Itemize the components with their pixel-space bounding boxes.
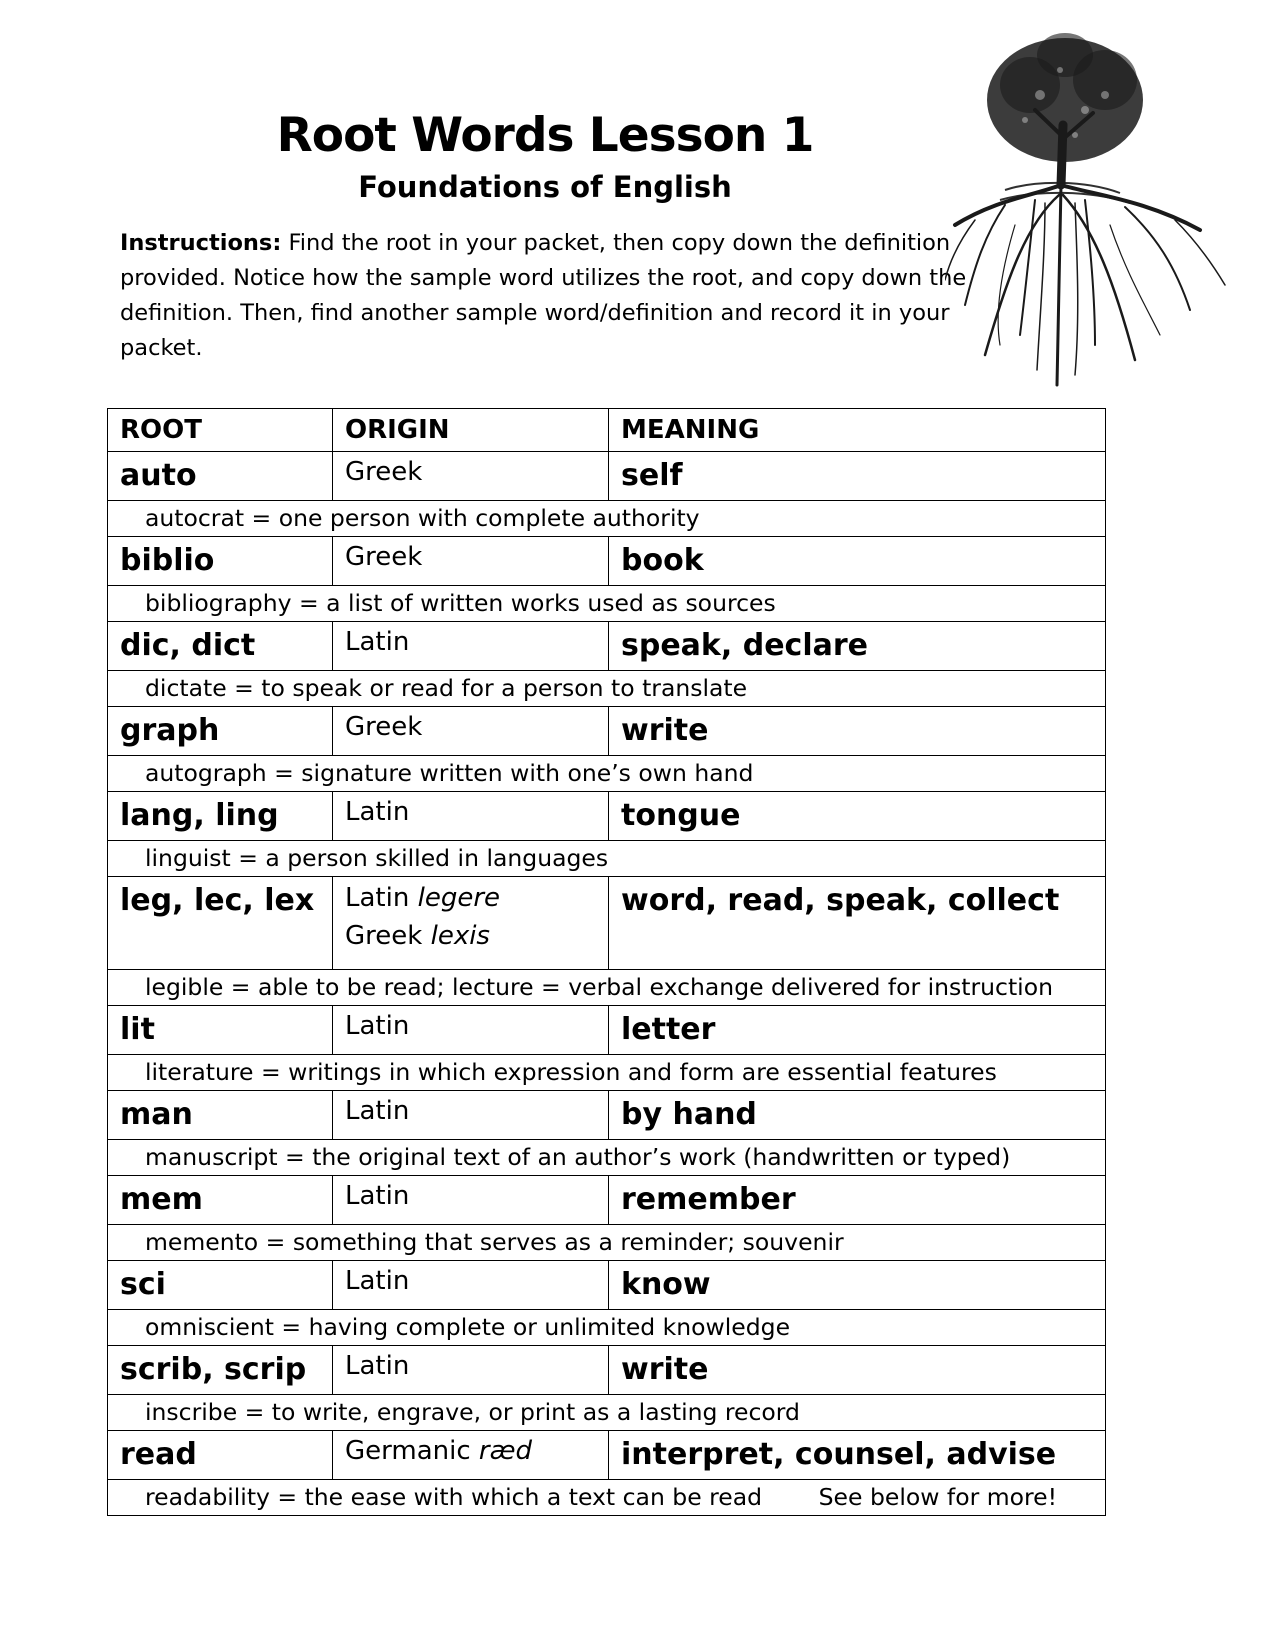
- origin-language: Latin: [345, 1096, 410, 1126]
- example-row: [108, 586, 1106, 622]
- origin-language: Latin: [345, 1266, 410, 1296]
- meaning-cell: word, read, speak, collect: [609, 877, 1106, 970]
- example-row: [108, 1225, 1106, 1261]
- root-cell: scrib, scrip: [108, 1346, 333, 1395]
- example-definition: dictate = to speak or read for a person to translate: [145, 674, 748, 702]
- example-row: [108, 501, 1106, 537]
- example-row: [108, 756, 1106, 792]
- origin-cell: [333, 622, 609, 671]
- origin-language: Latin: [345, 1181, 410, 1211]
- example-cell: [108, 1140, 1106, 1176]
- root-cell: read: [108, 1431, 333, 1480]
- origin-language: Latin: [345, 883, 410, 913]
- meaning-cell: know: [609, 1261, 1106, 1310]
- origin-line: [345, 707, 608, 747]
- origin-line: [345, 622, 608, 662]
- origin-line: [345, 792, 608, 832]
- meaning-cell: letter: [609, 1006, 1106, 1055]
- origin-line: [345, 1431, 608, 1471]
- table-row: [108, 707, 1106, 756]
- example-cell: [108, 1055, 1106, 1091]
- example-definition: autocrat = one person with complete authority: [145, 504, 700, 532]
- meaning-cell: write: [609, 707, 1106, 756]
- origin-language: Latin: [345, 627, 410, 657]
- table-row: [108, 1261, 1106, 1310]
- meaning-cell: remember: [609, 1176, 1106, 1225]
- origin-language: Greek: [345, 712, 423, 742]
- origin-line: [345, 917, 608, 955]
- table-row: [108, 1346, 1106, 1395]
- origin-line: [345, 1006, 608, 1046]
- origin-cell: [333, 1091, 609, 1140]
- example-definition: omniscient = having complete or unlimited knowledge: [145, 1313, 791, 1341]
- root-cell: graph: [108, 707, 333, 756]
- example-definition: readability = the ease with which a text can be read: [145, 1483, 763, 1511]
- table-row: [108, 452, 1106, 501]
- example-row: [108, 1480, 1106, 1516]
- origin-term: legere: [417, 883, 500, 913]
- origin-cell: [333, 1006, 609, 1055]
- root-cell: man: [108, 1091, 333, 1140]
- origin-column-header: ORIGIN: [333, 409, 609, 452]
- table-row: [108, 792, 1106, 841]
- origin-line: [345, 1346, 608, 1386]
- example-cell: [108, 671, 1106, 707]
- example-row: [108, 841, 1106, 877]
- table-row: [108, 1176, 1106, 1225]
- example-cell: [108, 970, 1106, 1006]
- instructions: [120, 226, 970, 366]
- meaning-cell: book: [609, 537, 1106, 586]
- example-definition: literature = writings in which expression and form are essential features: [145, 1058, 997, 1086]
- origin-term: ræd: [478, 1436, 532, 1466]
- root-cell: dic, dict: [108, 622, 333, 671]
- origin-language: Greek: [345, 921, 423, 951]
- origin-language: Greek: [345, 542, 423, 572]
- example-row: [108, 671, 1106, 707]
- origin-line: [345, 537, 608, 577]
- example-cell: [108, 756, 1106, 792]
- table-row: [108, 1091, 1106, 1140]
- root-cell: biblio: [108, 537, 333, 586]
- page-title: Root Words Lesson 1: [276, 108, 814, 163]
- example-row: [108, 1310, 1106, 1346]
- example-definition: inscribe = to write, engrave, or print as a lasting record: [145, 1398, 800, 1426]
- meaning-cell: tongue: [609, 792, 1106, 841]
- table-row: [108, 877, 1106, 970]
- origin-line: [345, 1261, 608, 1301]
- example-cell: [108, 1310, 1106, 1346]
- example-cell: [108, 1225, 1106, 1261]
- example-definition: manuscript = the original text of an author’s work (handwritten or typed): [145, 1143, 1011, 1171]
- example-row: [108, 1055, 1106, 1091]
- origin-line: [345, 879, 608, 917]
- origin-cell: [333, 1261, 609, 1310]
- meaning-cell: interpret, counsel, advise: [609, 1431, 1106, 1480]
- origin-line: [345, 452, 608, 492]
- meaning-cell: write: [609, 1346, 1106, 1395]
- example-cell: [108, 586, 1106, 622]
- origin-cell: [333, 792, 609, 841]
- root-words-table: [107, 408, 1106, 1516]
- example-cell: [108, 501, 1106, 537]
- root-cell: lit: [108, 1006, 333, 1055]
- table-row: [108, 622, 1106, 671]
- table-row: [108, 537, 1106, 586]
- origin-cell: [333, 707, 609, 756]
- origin-cell: [333, 1176, 609, 1225]
- root-cell: mem: [108, 1176, 333, 1225]
- origin-cell: [333, 1346, 609, 1395]
- origin-language: Latin: [345, 797, 410, 827]
- origin-language: Germanic: [345, 1436, 471, 1466]
- root-cell: auto: [108, 452, 333, 501]
- meaning-cell: by hand: [609, 1091, 1106, 1140]
- page-subtitle: Foundations of English: [358, 170, 732, 204]
- example-definition: autograph = signature written with one’s own hand: [145, 759, 754, 787]
- table-row: [108, 1431, 1106, 1480]
- origin-language: Latin: [345, 1011, 410, 1041]
- instructions-text: Find the root in your packet, then copy down the definition provided. Notice how the sample word utilizes the root, and copy down the definition. Then, find another sample word/definition and record it in your packet.: [120, 230, 967, 361]
- origin-cell: [333, 877, 609, 970]
- example-definition: bibliography = a list of written works used as sources: [145, 589, 776, 617]
- tree-with-roots-icon: [945, 25, 1245, 410]
- root-cell: leg, lec, lex: [108, 877, 333, 970]
- origin-cell: [333, 537, 609, 586]
- example-definition: linguist = a person skilled in languages: [145, 844, 609, 872]
- example-row: [108, 1395, 1106, 1431]
- example-cell: [108, 1395, 1106, 1431]
- example-cell: [108, 1480, 1106, 1516]
- meaning-cell: self: [609, 452, 1106, 501]
- instructions-label: Instructions:: [120, 230, 282, 256]
- root-column-header: ROOT: [108, 409, 333, 452]
- example-definition: legible = able to be read; lecture = verbal exchange delivered for instruction: [145, 973, 1053, 1001]
- origin-language: Latin: [345, 1351, 410, 1381]
- root-cell: lang, ling: [108, 792, 333, 841]
- example-definition: memento = something that serves as a reminder; souvenir: [145, 1228, 844, 1256]
- example-cell: [108, 841, 1106, 877]
- root-cell: sci: [108, 1261, 333, 1310]
- origin-line: [345, 1176, 608, 1216]
- example-row: [108, 970, 1106, 1006]
- see-more-note: See below for more!: [818, 1483, 1057, 1511]
- table-header-row: [108, 409, 1106, 452]
- meaning-cell: speak, declare: [609, 622, 1106, 671]
- origin-cell: [333, 452, 609, 501]
- origin-cell: [333, 1431, 609, 1480]
- example-row: [108, 1140, 1106, 1176]
- origin-language: Greek: [345, 457, 423, 487]
- origin-term: lexis: [430, 921, 490, 951]
- origin-line: [345, 1091, 608, 1131]
- meaning-column-header: MEANING: [609, 409, 1106, 452]
- table-row: [108, 1006, 1106, 1055]
